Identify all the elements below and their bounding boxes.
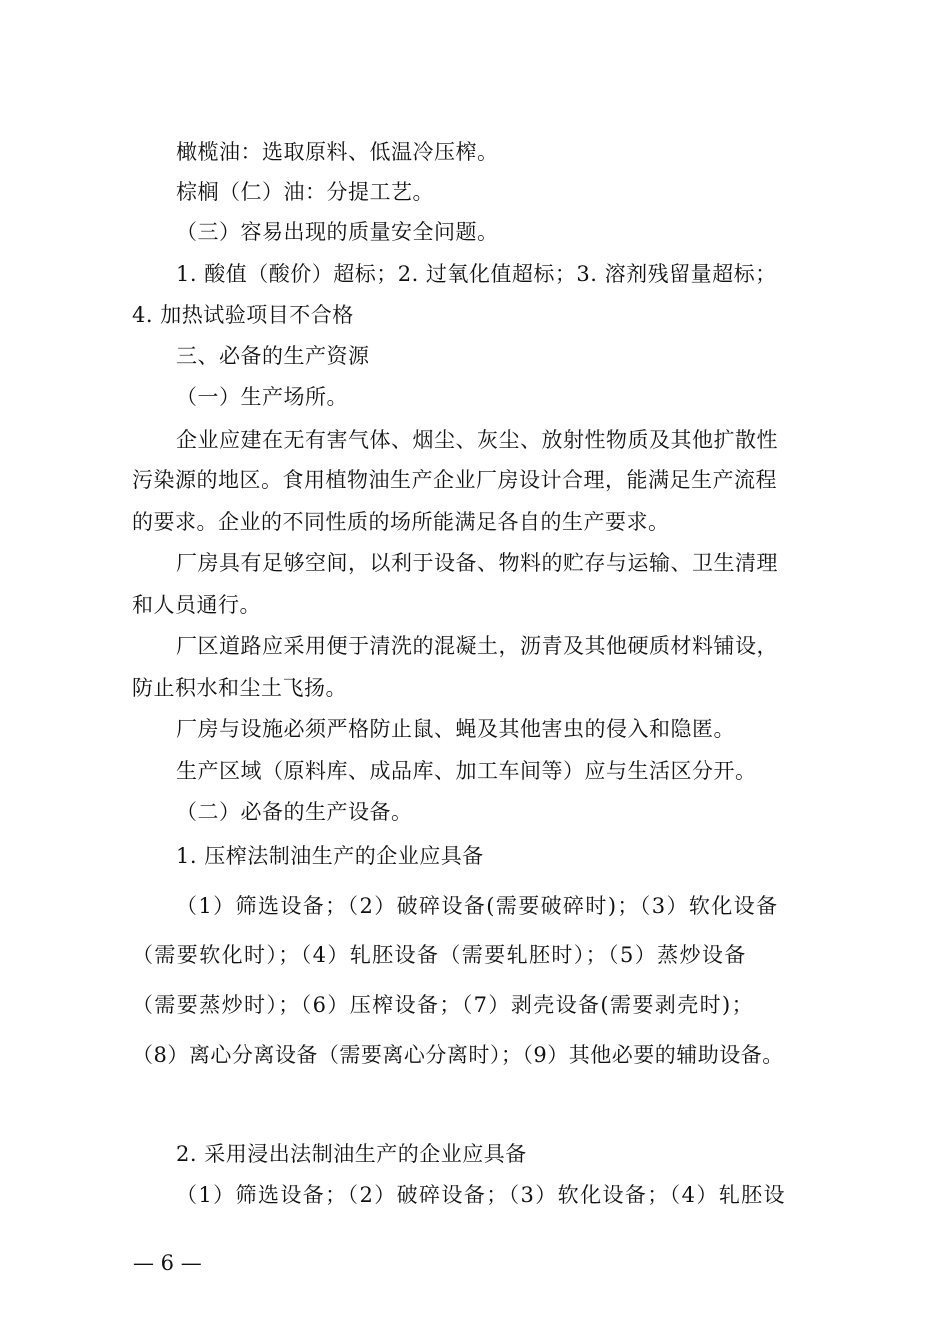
text-line: 4. 加热试验项目不合格 bbox=[132, 303, 354, 327]
text-line: 厂区道路应采用便于清洗的混凝土，沥青及其他硬质材料铺设， bbox=[176, 634, 778, 658]
text-line: 的要求。企业的不同性质的场所能满足各自的生产要求。 bbox=[132, 510, 670, 534]
text-line: 污染源的地区。食用植物油生产企业厂房设计合理，能满足生产流程 bbox=[132, 468, 777, 492]
text-line: 企业应建在无有害气体、烟尘、灰尘、放射性物质及其他扩散性 bbox=[176, 428, 778, 452]
text-line: （需要蒸炒时）；（6）压榨设备；（7）剥壳设备(需要剥壳时)； bbox=[132, 993, 755, 1017]
text-line: （1）筛选设备；（2）破碎设备(需要破碎时)；（3）软化设备 bbox=[176, 894, 779, 918]
text-line: 厂房与设施必须严格防止鼠、蝇及其他害虫的侵入和隐匿。 bbox=[176, 717, 735, 741]
subsection-heading: （一）生产场所。 bbox=[176, 385, 348, 409]
text-line: 橄榄油：选取原料、低温冷压榨。 bbox=[176, 140, 499, 164]
text-line: 棕榈（仁）油：分提工艺。 bbox=[176, 180, 434, 204]
text-line: （需要软化时）；（4）轧胚设备（需要轧胚时）；（5）蒸炒设备 bbox=[132, 943, 747, 967]
page-number: — 6 — bbox=[133, 1251, 202, 1275]
text-line: 1. 酸值（酸价）超标；2. 过氧化值超标；3. 溶剂残留量超标； bbox=[176, 262, 777, 286]
text-line: （三）容易出现的质量安全问题。 bbox=[176, 220, 499, 244]
subsection-heading: （二）必备的生产设备。 bbox=[176, 800, 413, 824]
text-line: 防止积水和尘土飞扬。 bbox=[132, 676, 347, 700]
text-line: 和人员通行。 bbox=[132, 593, 261, 617]
text-line: （1）筛选设备；（2）破碎设备；（3）软化设备；（4）轧胚设 bbox=[176, 1183, 786, 1207]
text-line: 2. 采用浸出法制油生产的企业应具备 bbox=[176, 1142, 527, 1166]
text-line: 1. 压榨法制油生产的企业应具备 bbox=[176, 844, 484, 868]
text-line: 厂房具有足够空间，以利于设备、物料的贮存与运输、卫生清理 bbox=[176, 551, 778, 575]
text-line: （8）离心分离设备（需要离心分离时）；（9）其他必要的辅助设备。 bbox=[132, 1043, 784, 1067]
section-heading: 三、必备的生产资源 bbox=[176, 344, 370, 368]
text-line: 生产区域（原料库、成品库、加工车间等）应与生活区分开。 bbox=[176, 759, 757, 783]
